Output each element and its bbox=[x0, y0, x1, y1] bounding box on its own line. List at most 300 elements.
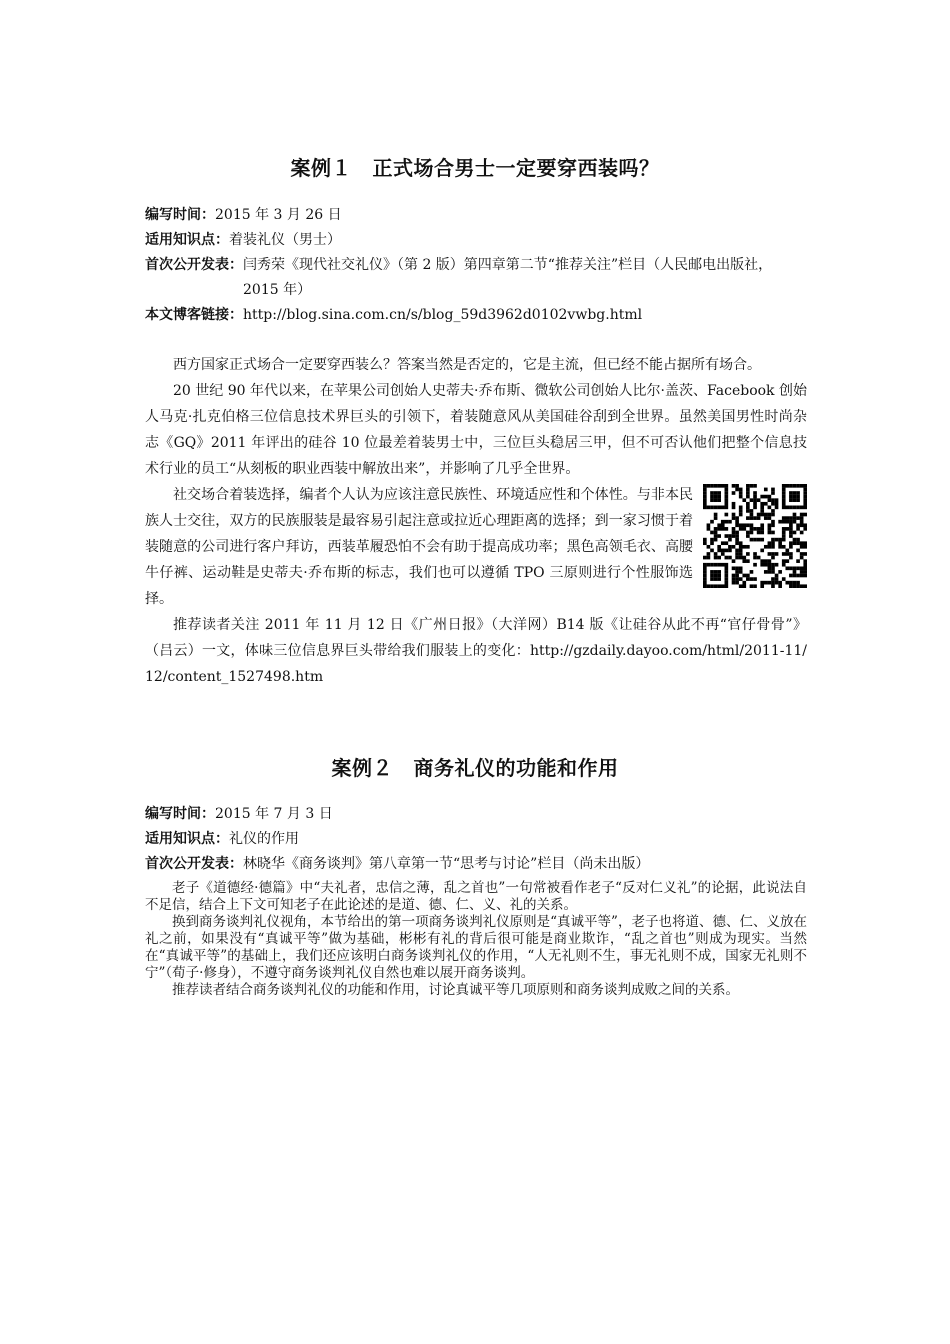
qr-module bbox=[778, 538, 782, 542]
qr-module bbox=[710, 577, 714, 581]
qr-module bbox=[757, 498, 761, 502]
qr-module bbox=[725, 581, 729, 585]
qr-module bbox=[717, 534, 721, 538]
qr-module bbox=[721, 584, 725, 588]
qr-module bbox=[735, 552, 739, 556]
case2-body bbox=[145, 880, 807, 999]
qr-module bbox=[750, 523, 754, 527]
qr-module bbox=[785, 520, 789, 524]
qr-module bbox=[760, 549, 764, 553]
qr-module bbox=[800, 584, 804, 588]
qr-module bbox=[768, 495, 772, 499]
qr-module bbox=[768, 566, 772, 570]
qr-module bbox=[764, 495, 768, 499]
qr-module bbox=[793, 491, 797, 495]
qr-module bbox=[725, 520, 729, 524]
qr-module bbox=[800, 520, 804, 524]
qr-module bbox=[739, 523, 743, 527]
qr-module bbox=[750, 513, 754, 517]
qr-module bbox=[739, 566, 743, 570]
qr-module bbox=[732, 491, 736, 495]
qr-module bbox=[703, 574, 707, 578]
qr-module bbox=[771, 488, 775, 492]
qr-module bbox=[778, 581, 782, 585]
qr-module bbox=[746, 574, 750, 578]
qr-module bbox=[717, 556, 721, 560]
qr-module bbox=[803, 566, 807, 570]
qr-module bbox=[771, 491, 775, 495]
qr-module bbox=[760, 563, 764, 567]
qr-module bbox=[728, 534, 732, 538]
qr-module bbox=[782, 520, 786, 524]
qr-module bbox=[703, 491, 707, 495]
qr-module bbox=[793, 570, 797, 574]
qr-module bbox=[746, 484, 750, 488]
qr-module bbox=[725, 513, 729, 517]
qr-module bbox=[703, 577, 707, 581]
qr-module bbox=[717, 523, 721, 527]
qr-module bbox=[764, 516, 768, 520]
qr-module bbox=[760, 584, 764, 588]
qr-module bbox=[775, 563, 779, 567]
qr-module bbox=[746, 545, 750, 549]
qr-module bbox=[793, 541, 797, 545]
qr-module bbox=[771, 531, 775, 535]
qr-module bbox=[789, 531, 793, 535]
qr-module bbox=[782, 534, 786, 538]
case1-title: 案例１ 正式场合男士一定要穿西装吗？ bbox=[290, 156, 660, 180]
meta-label: 本文博客链接： bbox=[145, 307, 243, 323]
qr-module bbox=[796, 491, 800, 495]
qr-module bbox=[753, 498, 757, 502]
qr-module bbox=[789, 527, 793, 531]
qr-module bbox=[796, 584, 800, 588]
qr-module bbox=[750, 527, 754, 531]
qr-module bbox=[771, 541, 775, 545]
meta-value: 2015 年 7 月 3 日 bbox=[215, 806, 333, 822]
qr-module bbox=[703, 506, 707, 510]
qr-module bbox=[750, 484, 754, 488]
qr-module bbox=[732, 513, 736, 517]
qr-module bbox=[803, 484, 807, 488]
qr-module bbox=[739, 491, 743, 495]
qr-module bbox=[725, 570, 729, 574]
qr-module bbox=[800, 552, 804, 556]
qr-module bbox=[717, 545, 721, 549]
qr-module bbox=[775, 581, 779, 585]
qr-module bbox=[746, 491, 750, 495]
qr-module bbox=[753, 577, 757, 581]
qr-module bbox=[732, 527, 736, 531]
qr-module bbox=[746, 534, 750, 538]
qr-module bbox=[707, 527, 711, 531]
qr-module bbox=[746, 516, 750, 520]
paragraph: 推荐读者结合商务谈判礼仪的功能和作用，讨论真诚平等几项原则和商务谈判成败之间的关系。 bbox=[172, 982, 739, 998]
qr-module bbox=[775, 577, 779, 581]
qr-module bbox=[714, 563, 718, 567]
qr-module bbox=[732, 566, 736, 570]
qr-module bbox=[793, 516, 797, 520]
qr-module bbox=[778, 584, 782, 588]
qr-module bbox=[789, 506, 793, 510]
qr-code-icon[interactable] bbox=[703, 484, 807, 588]
qr-module bbox=[739, 506, 743, 510]
meta-label: 编写时间： bbox=[145, 207, 215, 223]
qr-module bbox=[742, 527, 746, 531]
qr-module bbox=[732, 484, 736, 488]
qr-module bbox=[760, 509, 764, 513]
qr-module bbox=[725, 556, 729, 560]
qr-module bbox=[789, 498, 793, 502]
qr-module bbox=[721, 484, 725, 488]
qr-module bbox=[714, 516, 718, 520]
qr-module bbox=[703, 541, 707, 545]
qr-module bbox=[793, 520, 797, 524]
qr-module bbox=[757, 531, 761, 535]
qr-module bbox=[796, 484, 800, 488]
qr-module bbox=[764, 563, 768, 567]
qr-module bbox=[750, 498, 754, 502]
qr-module bbox=[764, 513, 768, 517]
qr-module bbox=[778, 541, 782, 545]
qr-module bbox=[771, 523, 775, 527]
qr-module bbox=[785, 552, 789, 556]
qr-module bbox=[732, 559, 736, 563]
qr-module bbox=[717, 577, 721, 581]
qr-module bbox=[707, 556, 711, 560]
qr-module bbox=[764, 502, 768, 506]
qr-module bbox=[789, 556, 793, 560]
qr-module bbox=[735, 541, 739, 545]
qr-module bbox=[764, 559, 768, 563]
qr-module bbox=[735, 556, 739, 560]
qr-module bbox=[789, 534, 793, 538]
qr-module bbox=[803, 584, 807, 588]
qr-module bbox=[750, 531, 754, 535]
qr-module bbox=[703, 563, 707, 567]
qr-module bbox=[782, 527, 786, 531]
qr-module bbox=[760, 523, 764, 527]
paragraph: 换到商务谈判礼仪视角，本节给出的第一项商务谈判礼仪原则是“真诚平等”，老子也将道、德、仁、义放在礼之前，如果没有“真诚平等”做为基础，彬彬有礼的背后很可能是商业欺诈，“乱之首也”则成为现实。当然在“真诚平等”的基础上，我们还应该明白商务谈判礼仪的作用，“人无礼则不生，事无礼则不成，国家无礼则不宁”（荀子·修身），不遵守商务谈判礼仪自然也难以展开商务谈判。 bbox=[145, 914, 807, 981]
qr-module bbox=[725, 527, 729, 531]
qr-module bbox=[735, 520, 739, 524]
qr-module bbox=[796, 506, 800, 510]
qr-module bbox=[796, 541, 800, 545]
qr-module bbox=[757, 516, 761, 520]
qr-module bbox=[707, 545, 711, 549]
qr-module bbox=[710, 574, 714, 578]
qr-module bbox=[735, 566, 739, 570]
qr-module bbox=[728, 549, 732, 553]
qr-module bbox=[714, 534, 718, 538]
meta-label: 适用知识点： bbox=[145, 831, 229, 847]
qr-module bbox=[782, 577, 786, 581]
case1-meta-date bbox=[145, 203, 807, 228]
blog-link[interactable]: http://blog.sina.com.cn/s/blog_59d3962d0102vwbg.html bbox=[243, 307, 643, 323]
qr-module bbox=[803, 502, 807, 506]
qr-module bbox=[735, 581, 739, 585]
qr-module bbox=[796, 523, 800, 527]
qr-module bbox=[789, 495, 793, 499]
qr-module bbox=[757, 556, 761, 560]
qr-module bbox=[782, 488, 786, 492]
qr-module bbox=[800, 574, 804, 578]
qr-module bbox=[789, 516, 793, 520]
meta-label: 首次公开发表： bbox=[145, 856, 243, 872]
qr-module bbox=[803, 552, 807, 556]
qr-module bbox=[750, 577, 754, 581]
qr-module bbox=[775, 506, 779, 510]
qr-module bbox=[782, 516, 786, 520]
qr-module bbox=[800, 545, 804, 549]
qr-module bbox=[714, 570, 718, 574]
case2-meta-published bbox=[145, 852, 807, 877]
qr-module bbox=[771, 538, 775, 542]
qr-module bbox=[739, 549, 743, 553]
qr-module bbox=[750, 516, 754, 520]
qr-module bbox=[800, 556, 804, 560]
qr-module bbox=[764, 545, 768, 549]
qr-module bbox=[771, 570, 775, 574]
qr-code-graphic bbox=[703, 484, 807, 588]
qr-module bbox=[771, 577, 775, 581]
qr-module bbox=[714, 491, 718, 495]
case2-meta-topic bbox=[145, 827, 807, 852]
qr-module bbox=[717, 506, 721, 510]
qr-module bbox=[725, 541, 729, 545]
qr-module bbox=[793, 566, 797, 570]
qr-module bbox=[721, 549, 725, 553]
qr-module bbox=[757, 513, 761, 517]
qr-module bbox=[707, 523, 711, 527]
qr-module bbox=[739, 577, 743, 581]
qr-module bbox=[782, 502, 786, 506]
qr-module bbox=[785, 549, 789, 553]
qr-module bbox=[703, 581, 707, 585]
qr-module bbox=[710, 563, 714, 567]
case1-meta bbox=[145, 203, 807, 328]
qr-module bbox=[760, 559, 764, 563]
qr-module bbox=[757, 527, 761, 531]
qr-module bbox=[742, 584, 746, 588]
case1-meta-blog-link bbox=[145, 303, 807, 328]
qr-module bbox=[703, 584, 707, 588]
qr-module bbox=[768, 531, 772, 535]
qr-module bbox=[789, 584, 793, 588]
qr-module bbox=[775, 574, 779, 578]
qr-module bbox=[782, 552, 786, 556]
qr-module bbox=[746, 552, 750, 556]
qr-module bbox=[739, 488, 743, 492]
qr-module bbox=[768, 516, 772, 520]
qr-module bbox=[714, 527, 718, 531]
qr-module bbox=[710, 484, 714, 488]
qr-module bbox=[768, 563, 772, 567]
qr-module bbox=[725, 488, 729, 492]
qr-module bbox=[714, 574, 718, 578]
qr-module bbox=[778, 520, 782, 524]
qr-module bbox=[771, 552, 775, 556]
qr-module bbox=[746, 502, 750, 506]
qr-module bbox=[789, 484, 793, 488]
qr-module bbox=[771, 520, 775, 524]
qr-module bbox=[717, 549, 721, 553]
qr-module bbox=[728, 556, 732, 560]
qr-module bbox=[803, 491, 807, 495]
qr-module bbox=[771, 563, 775, 567]
qr-module bbox=[728, 545, 732, 549]
qr-module bbox=[796, 516, 800, 520]
qr-module bbox=[717, 574, 721, 578]
qr-module bbox=[746, 577, 750, 581]
qr-module bbox=[789, 552, 793, 556]
qr-module bbox=[803, 541, 807, 545]
qr-module bbox=[714, 506, 718, 510]
paragraph: 老子《道德经·德篇》中“夫礼者，忠信之薄，乱之首也”一句常被看作老子“反对仁义礼”的论据，此说法自不足信，结合上下文可知老子在此论述的是道、德、仁、义、礼的关系。 bbox=[145, 880, 807, 913]
qr-module bbox=[782, 484, 786, 488]
qr-module bbox=[742, 523, 746, 527]
qr-module bbox=[710, 584, 714, 588]
qr-module bbox=[803, 495, 807, 499]
qr-module bbox=[739, 556, 743, 560]
qr-module bbox=[714, 538, 718, 542]
case1-meta-topic bbox=[145, 228, 807, 253]
qr-module bbox=[717, 570, 721, 574]
qr-module bbox=[710, 506, 714, 510]
qr-module bbox=[775, 552, 779, 556]
qr-module bbox=[746, 488, 750, 492]
qr-module bbox=[721, 563, 725, 567]
qr-module bbox=[800, 516, 804, 520]
qr-module bbox=[782, 498, 786, 502]
qr-module bbox=[725, 484, 729, 488]
qr-module bbox=[800, 484, 804, 488]
qr-module bbox=[725, 491, 729, 495]
qr-module bbox=[785, 527, 789, 531]
qr-module bbox=[703, 502, 707, 506]
qr-module bbox=[710, 549, 714, 553]
qr-module bbox=[800, 566, 804, 570]
qr-module bbox=[789, 541, 793, 545]
qr-module bbox=[735, 577, 739, 581]
qr-module bbox=[746, 506, 750, 510]
qr-module bbox=[753, 563, 757, 567]
qr-module bbox=[782, 559, 786, 563]
qr-module bbox=[750, 509, 754, 513]
qr-module bbox=[746, 559, 750, 563]
qr-module bbox=[725, 506, 729, 510]
qr-module bbox=[782, 491, 786, 495]
qr-module bbox=[782, 495, 786, 499]
qr-module bbox=[750, 538, 754, 542]
qr-module bbox=[703, 495, 707, 499]
qr-module bbox=[768, 559, 772, 563]
qr-module bbox=[735, 538, 739, 542]
qr-module bbox=[725, 574, 729, 578]
qr-module bbox=[771, 584, 775, 588]
qr-module bbox=[785, 559, 789, 563]
qr-module bbox=[725, 584, 729, 588]
qr-module bbox=[793, 581, 797, 585]
qr-module bbox=[735, 484, 739, 488]
qr-module bbox=[739, 513, 743, 517]
qr-module bbox=[710, 498, 714, 502]
qr-module bbox=[796, 566, 800, 570]
qr-module bbox=[725, 549, 729, 553]
qr-module bbox=[714, 495, 718, 499]
qr-module bbox=[703, 484, 707, 488]
qr-module bbox=[717, 484, 721, 488]
qr-module bbox=[753, 552, 757, 556]
qr-module bbox=[710, 541, 714, 545]
qr-module bbox=[785, 484, 789, 488]
qr-module bbox=[732, 534, 736, 538]
qr-module bbox=[764, 570, 768, 574]
qr-module bbox=[714, 531, 718, 535]
qr-module bbox=[717, 527, 721, 531]
qr-module bbox=[803, 527, 807, 531]
meta-value: 2015 年 3 月 26 日 bbox=[215, 207, 342, 223]
qr-module bbox=[760, 527, 764, 531]
qr-module bbox=[764, 488, 768, 492]
qr-module bbox=[742, 574, 746, 578]
qr-module bbox=[707, 563, 711, 567]
qr-module bbox=[732, 545, 736, 549]
qr-module bbox=[789, 520, 793, 524]
qr-module bbox=[782, 538, 786, 542]
qr-module bbox=[796, 495, 800, 499]
paragraph: 社交场合着装选择，编者个人认为应该注意民族性、环境适应性和个体性。与非本民族人士交往，双方的民族服装是最容易引起注意或拉近心理距离的选择；到一家习惯于着装随意的公司进行客户拜访，西装革履恐怕不会有助于提高成功率；黑色高领毛衣、高腰牛仔裤、运动鞋是史蒂夫·乔布斯的标志，我们也可以遵循 TPO 三原则进行个性服饰选择。 bbox=[145, 487, 693, 607]
qr-module bbox=[785, 516, 789, 520]
qr-module bbox=[725, 534, 729, 538]
qr-module bbox=[793, 513, 797, 517]
qr-module bbox=[732, 574, 736, 578]
qr-module bbox=[782, 563, 786, 567]
qr-module bbox=[717, 491, 721, 495]
qr-module bbox=[760, 581, 764, 585]
qr-module bbox=[782, 506, 786, 510]
qr-module bbox=[803, 563, 807, 567]
qr-module bbox=[771, 566, 775, 570]
qr-module bbox=[742, 545, 746, 549]
qr-module bbox=[721, 552, 725, 556]
qr-module bbox=[803, 506, 807, 510]
qr-module bbox=[714, 584, 718, 588]
qr-module bbox=[785, 506, 789, 510]
qr-module bbox=[753, 491, 757, 495]
qr-module bbox=[710, 520, 714, 524]
qr-module bbox=[796, 538, 800, 542]
qr-module bbox=[803, 545, 807, 549]
qr-module bbox=[796, 527, 800, 531]
case2-meta bbox=[145, 802, 807, 877]
qr-module bbox=[800, 541, 804, 545]
qr-module bbox=[739, 509, 743, 513]
qr-module bbox=[732, 506, 736, 510]
qr-module bbox=[703, 498, 707, 502]
qr-module bbox=[785, 581, 789, 585]
qr-module bbox=[753, 506, 757, 510]
meta-label: 编写时间： bbox=[145, 806, 215, 822]
meta-label: 首次公开发表： bbox=[145, 257, 243, 273]
qr-module bbox=[768, 498, 772, 502]
qr-module bbox=[778, 545, 782, 549]
qr-module bbox=[739, 527, 743, 531]
qr-module bbox=[771, 502, 775, 506]
qr-module bbox=[753, 556, 757, 560]
qr-module bbox=[739, 552, 743, 556]
qr-module bbox=[753, 516, 757, 520]
